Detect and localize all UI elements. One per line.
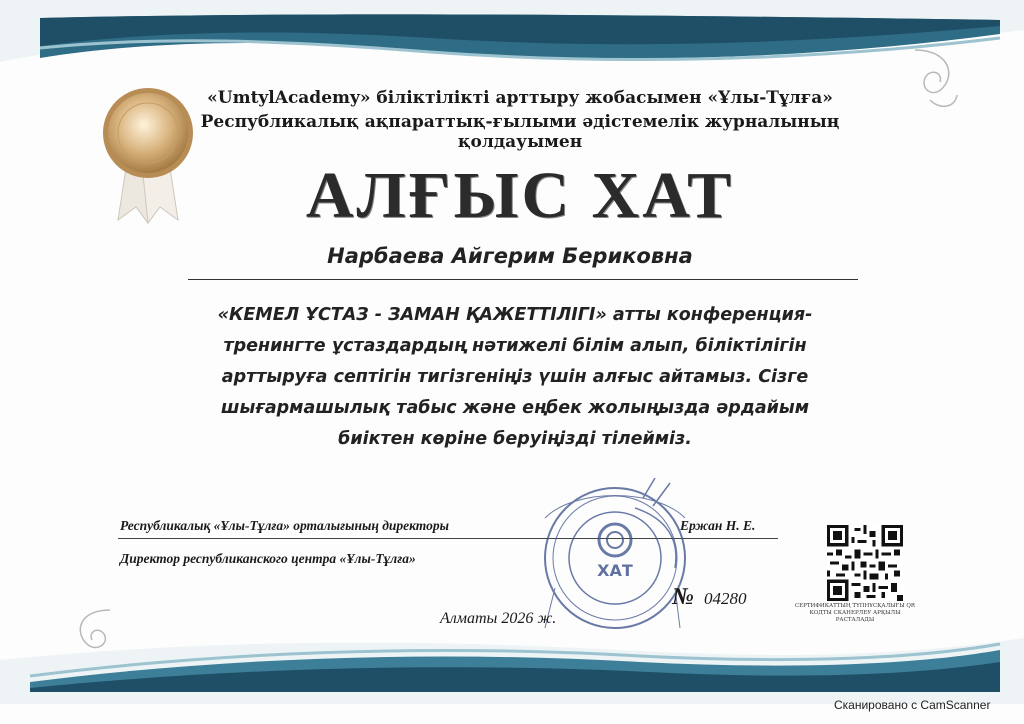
corner-ornament-top-right — [905, 40, 965, 120]
recipient-name: Нарбаева Айгерим Бериковна — [327, 244, 693, 268]
scanner-watermark: Сканировано с CamScanner — [834, 698, 991, 712]
bottom-wave-band — [0, 620, 1024, 704]
qr-caption: СЕРТИФИКАТТЫҢ ТҮПНҰСҚАЛЫҒЫ QR КОДТЫ СКАНЕРЛЕУ АРҚЫЛЫ РАСТАЛАДЫ — [794, 603, 916, 623]
director-title-ru: Директор республиканского центра «Ұлы-Тұлға» — [120, 551, 416, 566]
top-wave-band — [0, 0, 1024, 80]
gratitude-line: биіктен көріне беруіңізді тілейміз. — [338, 429, 692, 449]
gratitude-line: «КЕМЕЛ ҰСТАЗ - ЗАМАН ҚАЖЕТТІЛІГІ» атты конференция- — [217, 305, 813, 325]
gratitude-line: шығармашылық табыс және еңбек жолыңызда әрдайым — [220, 398, 810, 418]
stamp-label: ХАТ — [597, 561, 633, 580]
gratitude-line: арттыруға септігін тигізгеніңіз үшін алғыс айтамыз. Сізге — [221, 367, 809, 387]
city-year: Алматы 2026 ж. — [440, 610, 557, 627]
certificate-title: АЛҒЫС ХАТ — [305, 159, 735, 232]
organizer-line-2: Республикалық ақпараттық-ғылыми әдістемелік журналының қолдауымен — [200, 112, 840, 152]
organizer-line-1: «UmtylAcademy» біліктілікті арттыру жобасымен «Ұлы-Тұлға» — [207, 88, 833, 108]
gratitude-text — [150, 300, 880, 455]
gratitude-line: тренингте ұстаздардың нәтижелі білім алып, біліктілігін — [223, 336, 807, 356]
director-title-kz: Республикалық «Ұлы-Тұлға» орталығының директоры — [120, 518, 449, 533]
recipient-underline — [188, 279, 858, 280]
qr-code-icon[interactable] — [827, 525, 903, 601]
corner-ornament-bottom-left — [70, 600, 120, 660]
number-sign: № — [672, 584, 694, 610]
certificate-number: 04280 — [704, 589, 747, 608]
signer-name: Ержан Н. Е. — [680, 518, 756, 533]
